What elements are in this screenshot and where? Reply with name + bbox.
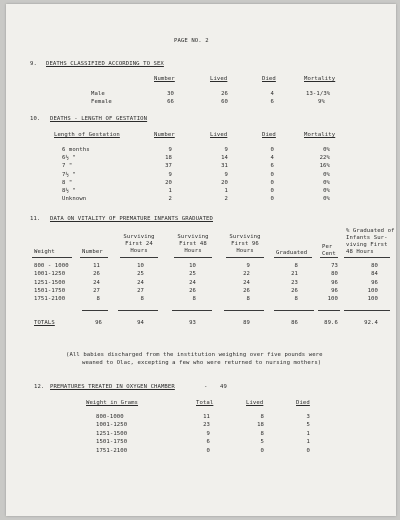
gestation-row-lived: 9 — [224, 147, 228, 153]
gestation-row-died: 6 — [270, 163, 274, 170]
s9-header-died: Died — [262, 76, 276, 82]
s11-header-percent-l2: Cent — [322, 251, 336, 257]
vitality-row-first48: 10 — [189, 263, 196, 269]
s9-row-label: Male — [91, 91, 105, 97]
s11-rule — [320, 257, 338, 258]
gestation-row-mortality: 0% — [323, 196, 330, 203]
gestation-row-lived: 1 — [224, 188, 228, 194]
vitality-row-first48: 8 — [192, 296, 196, 303]
s11-header-first96-l3: Hours — [236, 248, 254, 254]
gestation-row-lived: 2 — [224, 196, 228, 203]
vitality-row-graduated: 26 — [291, 287, 298, 294]
s10-header-mortality: Mortality — [304, 132, 336, 138]
s11-header-first24-l2: First 24 — [125, 241, 153, 247]
oxygen-row-lived: 5 — [260, 439, 264, 446]
s11-header-percent-l1: Per — [322, 244, 333, 250]
s11-header-first48-l3: Hours — [184, 248, 202, 254]
gestation-row-mortality: 22% — [319, 155, 330, 162]
gestation-row-number: 9 — [168, 147, 172, 153]
totals-label: TOTALS — [34, 320, 55, 326]
vitality-row-first96: 24 — [243, 279, 250, 286]
section-11-title: DATA ON VITALITY OF PREMATURE INFANTS GRADUATED — [50, 216, 213, 222]
s11-header-pctgrad-l2: Infants Sur- — [346, 235, 388, 241]
oxygen-row-died: 0 — [306, 447, 310, 454]
s9-row-died: 4 — [270, 91, 274, 97]
oxygen-row-lived: 18 — [257, 422, 264, 429]
gestation-row-died: 4 — [270, 155, 274, 162]
vitality-row-number: 24 — [93, 279, 100, 286]
gestation-row-mortality: 0% — [323, 179, 330, 186]
section-10-number: 10. — [30, 116, 41, 122]
gestation-row-label: 7 " — [62, 163, 73, 170]
oxygen-row-weight: 1501-1750 — [96, 439, 128, 446]
oxygen-row-total: 11 — [203, 414, 210, 420]
oxygen-row-weight: 1001-1250 — [96, 422, 128, 429]
s10-header-number: Number — [154, 132, 175, 138]
gestation-row-number: 1 — [168, 188, 172, 194]
oxygen-row-total: 23 — [203, 422, 210, 429]
totals-rule — [318, 310, 340, 311]
s11-header-pctgrad-l4: 48 Hours — [346, 249, 374, 255]
totals-rule — [82, 310, 108, 311]
totals-first96: 89 — [243, 320, 250, 326]
gestation-row-died: 0 — [270, 147, 274, 153]
gestation-row-mortality: 16% — [319, 163, 330, 170]
note-line-2: weaned to Olac, excepting a few who were returned to nursing mothers) — [82, 360, 322, 366]
totals-rule — [172, 310, 212, 311]
vitality-row-pct48: 96 — [371, 279, 378, 286]
note-line-1: (All babies discharged from the institution weighing over five pounds were — [66, 352, 323, 358]
s11-header-graduated: Graduated — [276, 250, 308, 256]
totals-graduated: 86 — [291, 320, 298, 326]
s11-rule — [174, 257, 212, 258]
oxygen-row-weight: 1251-1500 — [96, 430, 128, 437]
oxygen-row-died: 1 — [306, 430, 310, 437]
gestation-row-label: 7½ " — [62, 171, 76, 178]
vitality-row-weight: 1251-1500 — [34, 279, 66, 286]
totals-rule — [224, 310, 264, 311]
s11-rule — [80, 257, 108, 258]
gestation-row-label: Unknown — [62, 196, 87, 203]
s10-header-lived: Lived — [210, 132, 228, 138]
gestation-row-mortality: 0% — [323, 147, 330, 153]
vitality-row-first48: 26 — [189, 287, 196, 294]
vitality-row-number: 8 — [96, 296, 100, 303]
vitality-row-weight: 800 - 1000 — [34, 263, 69, 269]
gestation-row-label: 8½ " — [62, 188, 76, 194]
vitality-row-weight: 1501-1750 — [34, 287, 66, 294]
vitality-row-number: 26 — [93, 271, 100, 278]
vitality-row-number: 11 — [93, 263, 100, 269]
vitality-row-percent: 73 — [331, 263, 338, 269]
section-12-count: 49 — [220, 384, 227, 390]
s11-header-first24-l1: Surviving — [123, 234, 155, 240]
gestation-row-mortality: 0% — [323, 188, 330, 194]
vitality-row-graduated: 8 — [294, 263, 298, 269]
s11-header-first96-l1: Surviving — [229, 234, 261, 240]
page-header: PAGE NO. 2 — [174, 38, 209, 44]
vitality-row-percent: 96 — [331, 287, 338, 294]
document-page — [6, 4, 396, 516]
vitality-row-percent: 80 — [331, 271, 338, 278]
totals-percent: 89.6 — [324, 320, 338, 326]
vitality-row-pct48: 100 — [367, 287, 378, 294]
s9-row-label: Female — [91, 99, 112, 105]
vitality-row-number: 27 — [93, 287, 100, 294]
s12-header-total: Total — [196, 400, 214, 406]
vitality-row-weight: 1001-1250 — [34, 271, 66, 278]
gestation-row-died: 0 — [270, 179, 274, 186]
oxygen-row-died: 1 — [306, 439, 310, 446]
s11-rule — [274, 257, 312, 258]
totals-rule — [344, 310, 390, 311]
vitality-row-pct48: 84 — [371, 271, 378, 278]
s11-rule — [344, 257, 390, 258]
gestation-row-number: 20 — [165, 179, 172, 186]
gestation-row-died: 0 — [270, 196, 274, 203]
gestation-row-label: 6½ " — [62, 155, 76, 162]
oxygen-row-lived: 8 — [260, 430, 264, 437]
gestation-row-number: 2 — [168, 196, 172, 203]
s9-row-number: 66 — [167, 99, 174, 105]
vitality-row-first96: 26 — [243, 287, 250, 294]
s11-rule — [120, 257, 158, 258]
oxygen-row-weight: 1751-2100 — [96, 447, 128, 454]
totals-rule — [118, 310, 158, 311]
totals-first48: 93 — [189, 320, 196, 326]
section-11-number: 11. — [30, 216, 41, 222]
gestation-row-died: 0 — [270, 188, 274, 194]
oxygen-row-lived: 0 — [260, 447, 264, 454]
s11-header-weight: Weight — [34, 249, 55, 255]
s10-header-length: Length of Gestation — [54, 132, 120, 138]
s9-header-mortality: Mortality — [304, 76, 336, 82]
oxygen-row-total: 6 — [206, 439, 210, 446]
s12-header-weight: Weight in Grams — [86, 400, 139, 406]
oxygen-row-lived: 8 — [260, 414, 264, 420]
s11-header-number: Number — [82, 249, 103, 255]
vitality-row-pct48: 80 — [371, 263, 378, 269]
vitality-row-first48: 24 — [189, 279, 196, 286]
gestation-row-mortality: 0% — [323, 171, 330, 178]
s11-rule — [32, 257, 72, 258]
s9-row-mortality: 13-1/3% — [306, 91, 331, 97]
vitality-row-first96: 22 — [243, 271, 250, 278]
gestation-row-label: 8 " — [62, 179, 73, 186]
vitality-row-graduated: 8 — [294, 296, 298, 303]
gestation-row-number: 18 — [165, 155, 172, 162]
vitality-row-graduated: 23 — [291, 279, 298, 286]
vitality-row-percent: 96 — [331, 279, 338, 286]
oxygen-row-died: 5 — [306, 422, 310, 429]
section-9-title: DEATHS CLASSIFIED ACCORDING TO SEX — [46, 61, 164, 67]
vitality-row-first96: 9 — [246, 263, 250, 269]
oxygen-row-total: 0 — [206, 447, 210, 454]
totals-pct48: 92.4 — [364, 320, 378, 326]
gestation-row-lived: 9 — [224, 171, 228, 178]
vitality-row-first24: 8 — [140, 296, 144, 303]
oxygen-row-total: 9 — [206, 430, 210, 437]
vitality-row-first24: 27 — [137, 287, 144, 294]
section-10-title: DEATHS - LENGTH OF GESTATION — [50, 116, 148, 122]
gestation-row-lived: 14 — [221, 155, 228, 162]
s12-header-died: Died — [296, 400, 310, 406]
vitality-row-weight: 1751-2100 — [34, 296, 66, 303]
vitality-row-first24: 10 — [137, 263, 144, 269]
totals-rule — [274, 310, 314, 311]
section-12-title: PREMATURES TREATED IN OXYGEN CHAMBER — [50, 384, 175, 390]
section-12-number: 12. — [34, 384, 45, 390]
s11-header-first48-l1: Surviving — [177, 234, 209, 240]
totals-first24: 94 — [137, 320, 144, 326]
section-9-number: 9. — [30, 61, 37, 67]
gestation-row-label: 6 months — [62, 147, 90, 153]
totals-number: 96 — [95, 320, 102, 326]
s11-header-first96-l2: First 96 — [231, 241, 259, 247]
vitality-row-pct48: 100 — [367, 296, 378, 303]
gestation-row-number: 37 — [165, 163, 172, 170]
s9-row-number: 30 — [167, 91, 174, 97]
s9-header-lived: Lived — [210, 76, 228, 82]
vitality-row-first96: 8 — [246, 296, 250, 303]
s11-rule — [226, 257, 264, 258]
s12-header-lived: Lived — [246, 400, 264, 406]
gestation-row-lived: 20 — [221, 179, 228, 186]
vitality-row-graduated: 21 — [291, 271, 298, 278]
oxygen-row-weight: 800-1000 — [96, 414, 124, 420]
s11-header-first48-l2: First 48 — [179, 241, 207, 247]
s10-header-died: Died — [262, 132, 276, 138]
gestation-row-died: 0 — [270, 171, 274, 178]
s9-row-lived: 60 — [221, 99, 228, 105]
s9-row-mortality: 9% — [318, 99, 325, 105]
vitality-row-first48: 25 — [189, 271, 196, 278]
s11-header-first24-l3: Hours — [130, 248, 148, 254]
oxygen-row-died: 3 — [306, 414, 310, 420]
gestation-row-number: 9 — [168, 171, 172, 178]
s9-row-lived: 26 — [221, 91, 228, 97]
s9-header-number: Number — [154, 76, 175, 82]
gestation-row-lived: 31 — [221, 163, 228, 170]
section-12-dash: - — [204, 384, 208, 390]
vitality-row-percent: 100 — [327, 296, 338, 303]
vitality-row-first24: 24 — [137, 279, 144, 286]
s11-header-pctgrad-l3: viving First — [346, 242, 388, 248]
s11-header-pctgrad-l1: % Graduated of — [346, 228, 395, 234]
vitality-row-first24: 25 — [137, 271, 144, 278]
s9-row-died: 6 — [270, 99, 274, 105]
